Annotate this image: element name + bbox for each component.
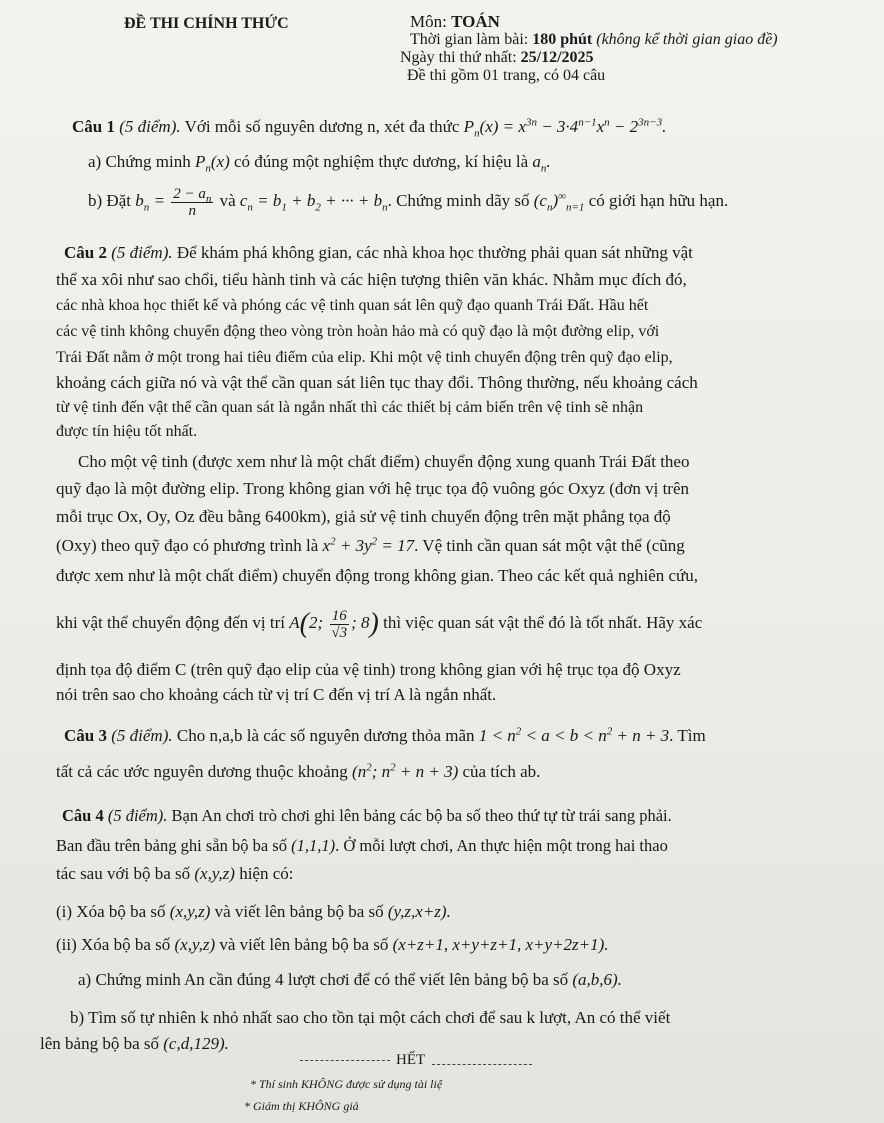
- q1-b-def: $b_n$ = $\frac{2 - a_n}{n}$: [135, 185, 212, 219]
- q1-a-root: $a_n$.: [532, 152, 551, 175]
- q2-line-5: Trái Đất nằm ở một trong hai tiêu điểm của elip. Khi một vệ tinh chuyển động trên quỹ đạo elip,: [56, 349, 673, 366]
- q2-m6a: khi vật thể chuyển động đến vị trí: [56, 613, 285, 632]
- q1-title: Câu 1: [72, 117, 115, 136]
- q3-l1a: Cho n,a,b là các số nguyên dương thỏa mãn: [176, 726, 475, 745]
- q4-op-ii-to: (x+z+1, x+y+z+1, x+y+2z+1).: [392, 935, 609, 954]
- end-rule-left: [300, 1060, 390, 1061]
- pages-info: Đề thi gồm 01 trang, có 04 câu: [407, 67, 606, 84]
- q3-interval: ($n^2$; $n^2 + n + 3$): [352, 761, 459, 781]
- q3-l2b: của tích ab.: [462, 762, 541, 781]
- q2-m8: nói trên sao cho khoảng cách từ vị trí C đến vị trí A là ngắn nhất.: [56, 685, 497, 704]
- q1-a-text: có đúng một nghiệm thực dương, kí hiệu là: [233, 152, 529, 171]
- q2-m4a: (Oxy) theo quỹ đạo có phương trình là: [56, 536, 319, 555]
- q3-l2a: tất cả các ước nguyên dương thuộc khoảng: [56, 762, 348, 781]
- q4-l2b: . Ở mỗi lượt chơi, An thực hiện một trong hai thao: [335, 836, 668, 855]
- q1-b-seq: $(c_n)^\infty_{n=1}$: [533, 190, 585, 214]
- q4-part-b-2: [40, 1034, 229, 1054]
- q4-b-target: (c,d,129).: [163, 1034, 229, 1053]
- date-value: 25/12/2025: [520, 49, 594, 66]
- q4-op-ii: [56, 935, 609, 955]
- q2-l1: Để khám phá không gian, các nhà khoa học thường phải quan sát những vật: [176, 243, 693, 262]
- q2-point-a: A(2; $\frac{16}{√3}$ ; 8): [289, 607, 379, 641]
- q2-m6b: thì việc quan sát vật thể đó là tốt nhất. Hãy xác: [383, 613, 703, 632]
- q1-b-label: b) Đặt: [88, 191, 131, 210]
- q1-intro: [72, 116, 667, 140]
- end-label: HẾT: [396, 1052, 426, 1068]
- q1-b-end: có giới hạn hữu hạn.: [588, 191, 729, 210]
- q1-formula: $P_n(x) = x^{3n} - 3\cdot 4^{n-1}x^n - 2^{3n-3}$.: [463, 116, 667, 140]
- footer-note-2: * Giám thị KHÔNG giả: [244, 1099, 359, 1113]
- date-line: [400, 48, 594, 68]
- q4-op-i-to: (y,z,x+z).: [387, 902, 451, 921]
- footer-note-1: * Thí sinh KHÔNG được sử dụng tài liệ: [250, 1077, 443, 1091]
- q1-b-and: và: [219, 191, 236, 210]
- q4-line-3: [56, 864, 294, 884]
- q1-a-poly: $P_n(x)$: [194, 152, 230, 175]
- q4-b2: lên bảng bộ ba số: [40, 1034, 159, 1053]
- q4-part-b: [70, 1008, 670, 1028]
- time-value: 180 phút: [532, 31, 593, 48]
- q2-m6: [56, 603, 702, 644]
- q2-line-4: các vệ tinh không chuyển động theo vòng tròn hoàn hảo mà có quỹ đạo là một đường elip, với: [56, 323, 660, 340]
- q2-line-3: các nhà khoa học thiết kế và phóng các vệ tinh quan sát lên quỹ đạo quanh Trái Đất. Hầu hết: [56, 297, 649, 314]
- subject-label: Môn:: [410, 12, 447, 31]
- q4-op-i: [56, 902, 451, 922]
- q3-l1b: . Tìm: [669, 726, 706, 745]
- footer-note-2-text: Giám thị KHÔNG giả: [253, 1099, 359, 1113]
- q4-title: Câu 4: [62, 806, 104, 825]
- q3-points: (5 điểm).: [111, 726, 173, 745]
- official-label: ĐỀ THI CHÍNH THỨC: [124, 15, 289, 32]
- q2-line-1: [64, 243, 693, 263]
- q4-l3a: tác sau với bộ ba số: [56, 864, 191, 883]
- q2-line-7: từ vệ tinh đến vật thể cần quan sát là ngắn nhất thì các thiết bị cảm biến trên vệ tinh sẽ nhận: [56, 399, 644, 416]
- q2-line-2: thể xa xôi như sao chổi, tiểu hành tinh và các hiện tượng thiên văn khác. Nhằm mục đích đó,: [56, 270, 687, 289]
- q4-l2a: Ban đầu trên bảng ghi sẵn bộ ba số: [56, 836, 287, 855]
- q2-m4: [56, 536, 685, 556]
- time-note: (không kể thời gian giao đề): [596, 31, 778, 48]
- q2-m2: quỹ đạo là một đường elip. Trong không gian với hệ trục tọa độ vuông góc Oxyz (đơn vị trên: [56, 479, 689, 498]
- footer-note-1-text: Thí sinh KHÔNG được sử dụng tài liệ: [259, 1077, 443, 1091]
- q4-line-2: [56, 836, 668, 856]
- q4-points: (5 điểm).: [107, 806, 168, 825]
- q4-a-text: a) Chứng minh An cần đúng 4 lượt chơi để có thể viết lên bảng bộ ba số: [78, 970, 569, 989]
- q4-part-a: [78, 970, 622, 990]
- q4-b-text: b) Tìm số tự nhiên k nhỏ nhất sao cho tồn tại một cách chơi để sau k lượt, An có thể viết: [70, 1008, 671, 1027]
- q2-line-6: khoảng cách giữa nó và vật thể cần quan sát liên tục thay đổi. Thông thường, nếu khoảng cách: [56, 373, 698, 392]
- q2-ellipse-eq: $x^2 + 3y^2 = 17$: [322, 535, 415, 555]
- q4-op-i-from: (x,y,z): [169, 902, 211, 921]
- q4-triple-xyz: (x,y,z): [194, 864, 235, 883]
- q4-op-ii-from: (x,y,z): [174, 935, 216, 954]
- q4-i1b: và viết lên bảng bộ ba số: [214, 902, 384, 921]
- q2-m1: Cho một vệ tinh (được xem như là một chất điểm) chuyển động xung quanh Trái Đất theo: [78, 452, 690, 471]
- time-line: [410, 30, 778, 50]
- q1-part-b: [88, 184, 728, 219]
- q2-title: Câu 2: [64, 243, 107, 262]
- q4-a-target: (a,b,6).: [572, 970, 622, 989]
- q1-a-label: a) Chứng minh: [88, 152, 191, 171]
- subject: TOÁN: [451, 12, 500, 31]
- q4-l3b: hiện có:: [239, 864, 294, 883]
- q4-line-1: [62, 806, 672, 826]
- q1-intro-text: Với mỗi số nguyên dương n, xét đa thức: [184, 117, 460, 136]
- date-label: Ngày thi thứ nhất:: [400, 49, 517, 66]
- q2-m3: mỗi trục Ox, Oy, Oz đều bằng 6400km), giả sử vệ tinh chuyển động trên mặt phẳng tọa độ: [56, 507, 671, 526]
- q2-points: (5 điểm).: [111, 243, 173, 262]
- q2-m7: định tọa độ điểm C (trên quỹ đạo elip của vệ tinh) trong không gian với hệ trục tọa độ Oxyz: [56, 660, 681, 679]
- time-label: Thời gian làm bài:: [410, 31, 529, 48]
- q3-title: Câu 3: [64, 726, 107, 745]
- q1-b-text: . Chứng minh dãy số: [387, 191, 530, 210]
- q2-m4b: . Vệ tinh cần quan sát một vật thể (cũng: [414, 536, 685, 555]
- q4-i2a: (ii) Xóa bộ ba số: [56, 935, 171, 954]
- q3-inequality: $1 < n^2 < a < b < n^2 + n + 3$: [478, 725, 670, 745]
- q1-points: (5 điểm).: [119, 117, 181, 136]
- q3-line-2: [56, 762, 540, 782]
- q2-line-8: được tín hiệu tốt nhất.: [56, 423, 198, 440]
- q2-m5: được xem như là một chất điểm) chuyển động trong không gian. Theo các kết quả nghiên cứu,: [56, 566, 699, 585]
- q3-line-1: [64, 726, 706, 746]
- q1-part-a: [88, 152, 551, 175]
- q4-i2b: và viết lên bảng bộ ba số: [219, 935, 389, 954]
- q1-b-sum: $c_n = b_1 + b_2$ + ··· + $b_n$: [239, 191, 388, 214]
- q4-i1a: (i) Xóa bộ ba số: [56, 902, 166, 921]
- q4-l1: Bạn An chơi trò chơi ghi lên bảng các bộ ba số theo thứ tự từ trái sang phải.: [171, 806, 672, 825]
- q4-initial-triple: (1,1,1): [291, 836, 336, 855]
- subject-line: [410, 12, 500, 32]
- end-rule-right: [432, 1064, 532, 1065]
